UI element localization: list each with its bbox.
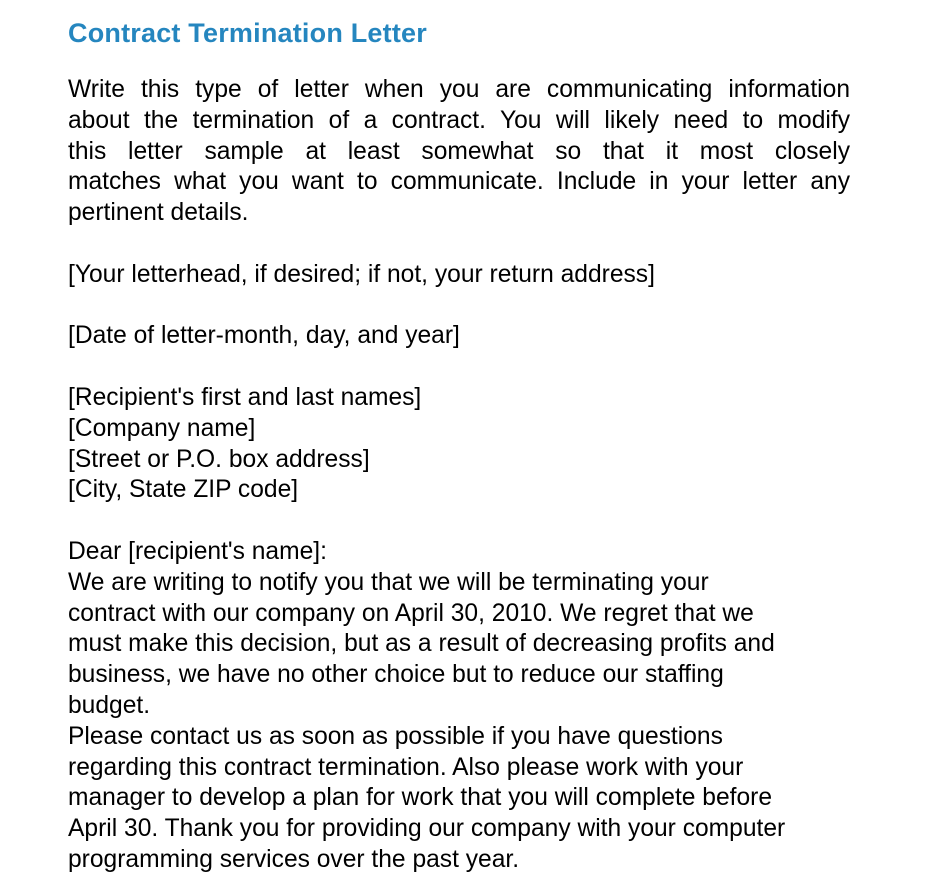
text-line: programming services over the past year. xyxy=(68,845,520,873)
paragraph xyxy=(68,321,850,352)
text-line: We are writing to notify you that we will be terminating your xyxy=(68,568,709,596)
text-line: budget. xyxy=(68,691,151,719)
text-line: contract with our company on April 30, 2010. We regret that we xyxy=(68,599,754,627)
text-line: regarding this contract termination. Also please work with your xyxy=(68,753,744,781)
paragraph xyxy=(68,537,850,876)
letter-body xyxy=(68,75,850,876)
paragraph xyxy=(68,75,850,229)
text-line: Dear [recipient's name]: xyxy=(68,537,327,565)
paragraph xyxy=(68,260,850,291)
paragraph xyxy=(68,383,850,506)
page-title: Contract Termination Letter xyxy=(68,18,427,48)
text-line: [Date of letter-month, day, and year] xyxy=(68,322,460,350)
text-line: pertinent details. xyxy=(68,199,249,227)
text-line: [Recipient's first and last names] xyxy=(68,383,422,411)
text-line: Write this type of letter when you are communicating information xyxy=(68,76,850,103)
text-line: Please contact us as soon as possible if you have questions xyxy=(68,722,723,750)
text-line: April 30. Thank you for providing our company with your computer xyxy=(68,815,786,843)
text-line: [Company name] xyxy=(68,414,256,442)
text-line: manager to develop a plan for work that you will complete before xyxy=(68,784,773,812)
text-line: business, we have no other choice but to reduce our staffing xyxy=(68,661,724,689)
text-line: must make this decision, but as a result of decreasing profits and xyxy=(68,630,775,658)
text-line: [City, State ZIP code] xyxy=(68,476,299,504)
text-line: matches what you want to communicate. Include in your letter any xyxy=(68,168,850,196)
text-line: this letter sample at least somewhat so that it most closely xyxy=(68,137,850,165)
text-line: [Street or P.O. box address] xyxy=(68,445,370,473)
text-line: [Your letterhead, if desired; if not, your return address] xyxy=(68,260,655,288)
text-line: about the termination of a contract. You will likely need to modify xyxy=(68,106,850,134)
